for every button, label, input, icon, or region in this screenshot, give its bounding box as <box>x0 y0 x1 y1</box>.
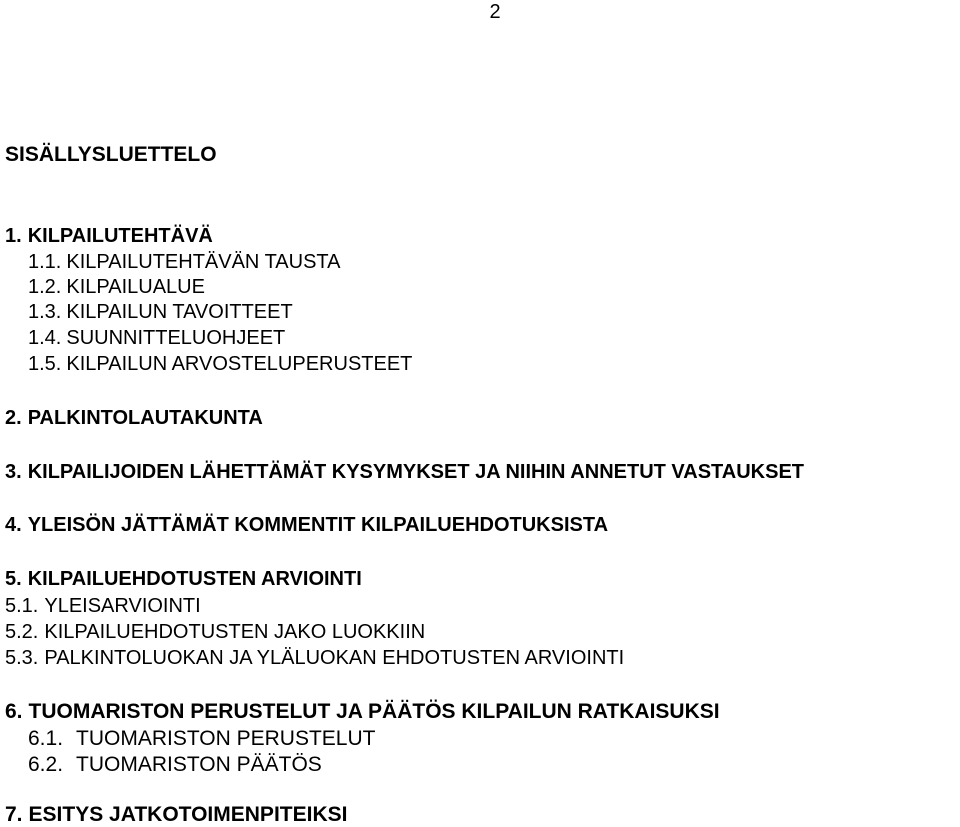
toc-entry-number: 4. <box>5 514 22 536</box>
toc-entry-5-3 <box>5 646 624 670</box>
toc-entry-number: 6.2. <box>28 753 64 776</box>
toc-entry-1-5 <box>28 352 412 376</box>
toc-entry-1-3 <box>28 300 293 324</box>
toc-entry-number: 3. <box>5 461 22 483</box>
toc-entry-text: KILPAILUN TAVOITTEET <box>66 301 293 323</box>
toc-entry-text: KILPAILUN ARVOSTELUPERUSTEET <box>66 353 413 375</box>
toc-entry-number: 1.4. <box>28 327 62 349</box>
page-number: 2 <box>489 1 501 23</box>
toc-entry-number: 7. <box>5 803 23 826</box>
toc-entry-1 <box>5 224 213 248</box>
toc-entry-number: 1. <box>5 225 22 247</box>
toc-title: SISÄLLYSLUETTELO <box>5 143 217 166</box>
toc-entry-number: 1.1. <box>28 251 62 273</box>
toc-entry-5-1 <box>5 594 201 618</box>
toc-entry-number: 1.3. <box>28 301 62 323</box>
toc-entry-number: 5.1. <box>5 595 39 617</box>
toc-entry-text: KILPAILUTEHTÄVÄ <box>27 225 213 247</box>
toc-entry-text: KILPAILUTEHTÄVÄN TAUSTA <box>66 251 341 273</box>
toc-entry-number: 1.5. <box>28 353 62 375</box>
toc-entry-5 <box>5 567 362 591</box>
toc-entry-2 <box>5 406 263 430</box>
toc-entry-text: TUOMARISTON PERUSTELUT <box>76 727 376 750</box>
toc-entry-number: 5. <box>5 568 22 590</box>
toc-entry-text: ESITYS JATKOTOIMENPITEIKSI <box>28 803 348 826</box>
toc-entry-1-2 <box>28 275 205 299</box>
toc-entry-number: 6. <box>5 700 23 723</box>
toc-entry-text: TUOMARISTON PÄÄTÖS <box>76 753 322 776</box>
toc-entry-4 <box>5 513 608 537</box>
toc-entry-text: KILPAILUEHDOTUSTEN ARVIOINTI <box>27 568 362 590</box>
toc-entry-text: SUUNNITTELUOHJEET <box>66 327 286 349</box>
toc-entry-text: KILPAILUEHDOTUSTEN JAKO LUOKKIIN <box>44 621 426 643</box>
toc-entry-text: PALKINTOLAUTAKUNTA <box>27 407 263 429</box>
toc-entry-text: KILPAILIJOIDEN LÄHETTÄMÄT KYSYMYKSET JA NIIHIN ANNETUT VASTAUKSET <box>27 461 805 483</box>
toc-entry-number: 2. <box>5 407 22 429</box>
toc-entry-6-2 <box>28 753 322 777</box>
toc-entry-number: 5.3. <box>5 647 39 669</box>
toc-entry-text: KILPAILUALUE <box>66 276 205 298</box>
toc-entry-3 <box>5 460 804 484</box>
toc-entry-number: 1.2. <box>28 276 62 298</box>
toc-entry-text: TUOMARISTON PERUSTELUT JA PÄÄTÖS KILPAILUN RATKAISUKSI <box>28 700 720 723</box>
toc-entry-5-2 <box>5 620 425 644</box>
toc-entry-text: PALKINTOLUOKAN JA YLÄLUOKAN EHDOTUSTEN ARVIOINTI <box>44 647 625 669</box>
toc-entry-text: YLEISARVIOINTI <box>44 595 201 617</box>
toc-entry-number: 6.1. <box>28 727 64 750</box>
toc-entry-1-1 <box>28 250 341 274</box>
toc-entry-6-1 <box>28 727 375 751</box>
toc-entry-text: YLEISÖN JÄTTÄMÄT KOMMENTIT KILPAILUEHDOTUKSISTA <box>27 514 609 536</box>
toc-entry-7 <box>5 803 347 827</box>
toc-entry-1-4 <box>28 326 285 350</box>
toc-entry-number: 5.2. <box>5 621 39 643</box>
toc-entry-6 <box>5 700 720 724</box>
